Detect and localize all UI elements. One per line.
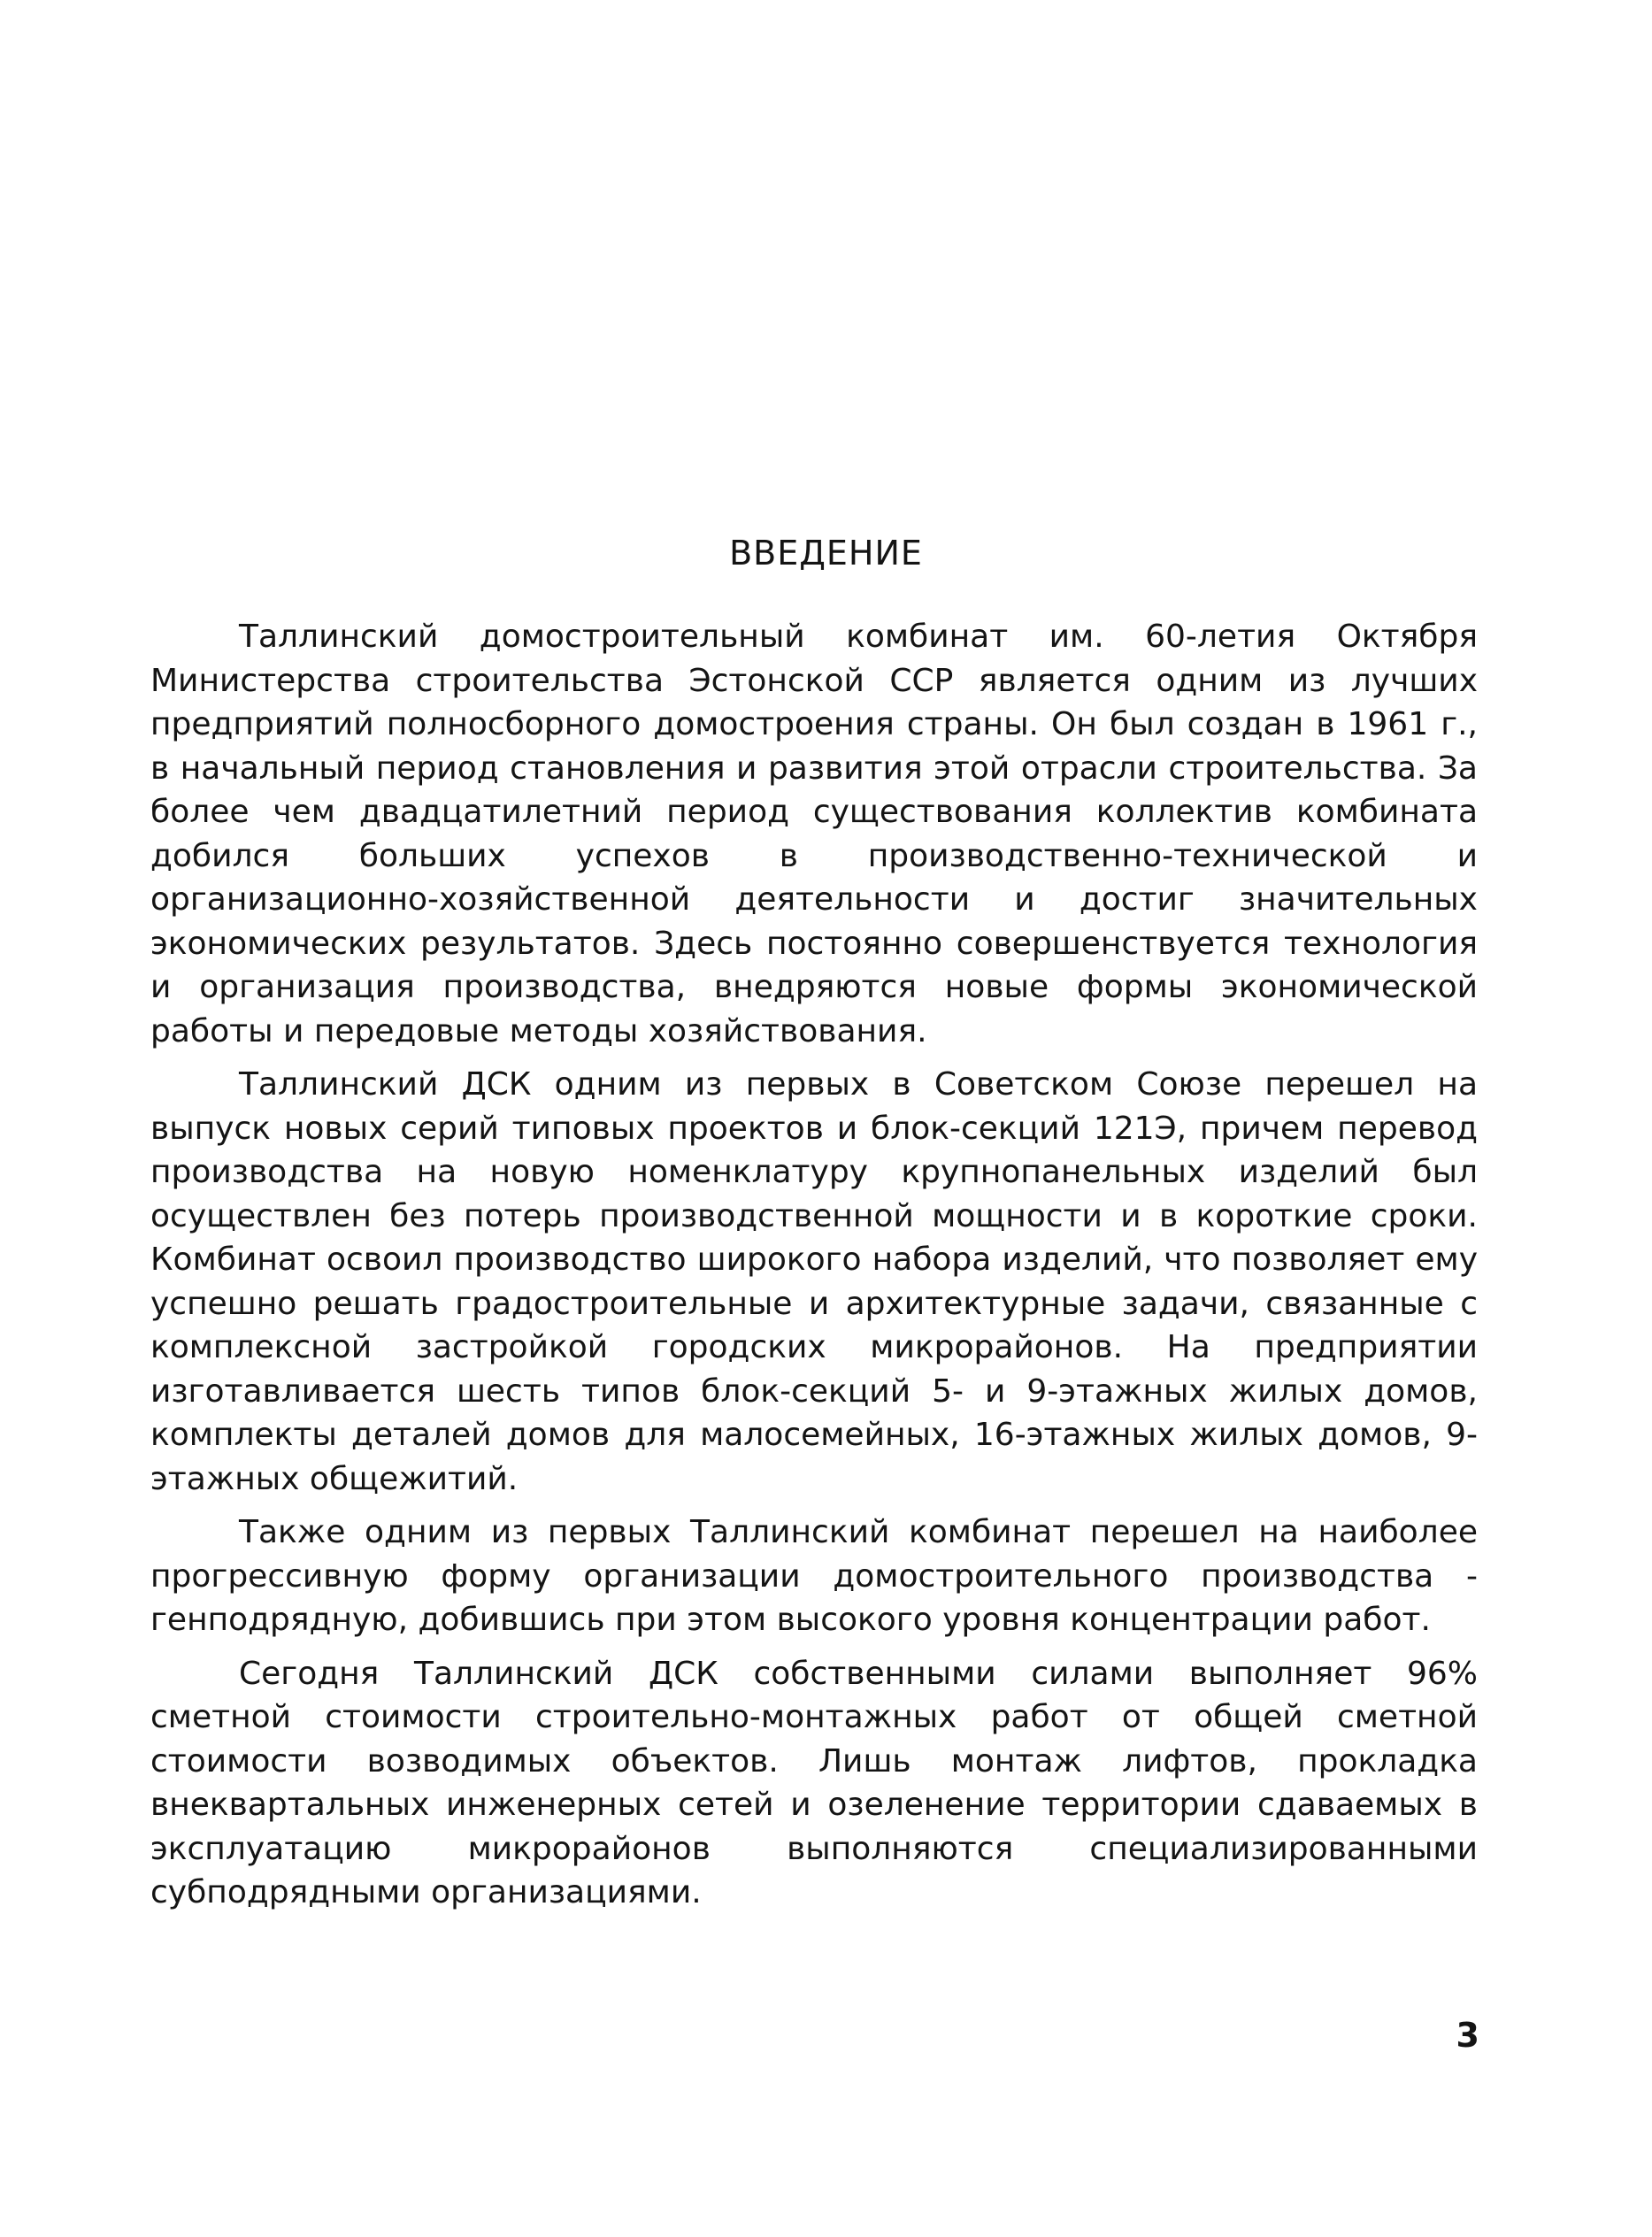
body-text xyxy=(150,615,1478,1925)
paragraph: Сегодня Таллинский ДСК собственными силами выполняет 96% сметной стоимости строительно-монтажных работ от общей сметной стоимости возводимых объектов. Лишь монтаж лифтов, прокладка внеквартальных инженерных сетей и озеленение территории сдаваемых в эксплуатацию микрорайонов выполняются специализированными субподрядными организациями. xyxy=(150,1655,1478,1910)
page-title: ВВЕДЕНИЕ xyxy=(729,534,923,573)
page-number: 3 xyxy=(1456,2016,1479,2055)
paragraph: Таллинский домостроительный комбинат им. 60-летия Октября Министерства строительства Эстонской ССР является одним из лучших предприятий полносборного домостроения страны. Он был создан в 1961 г., в начальный период становления и развития этой отрасли строительства. За более чем двадцатилетний период существования коллектив комбината добился больших успехов в производственно-технической и организационно-хозяйственной деятельности и достиг значительных экономических результатов. Здесь постоянно совершенствуется технология и организация производства, внедряются новые формы экономической работы и передовые методы хозяйствования. xyxy=(150,619,1478,1049)
paragraph: Также одним из первых Таллинский комбинат перешел на наиболее прогрессивную форму организации домостроительного производства - генподрядную, добившись при этом высокого уровня концентрации работ. xyxy=(150,1514,1478,1638)
paragraph: Таллинский ДСК одним из первых в Советском Союзе перешел на выпуск новых серий типовых проектов и блок-секций 121Э, причем перевод производства на новую номенклатуру крупнопанельных изделий был осуществлен без потерь производственной мощности и в короткие сроки. Комбинат освоил производство широкого набора изделий, что позволяет ему успешно решать градостроительные и архитектурные задачи, связанные с комплексной застройкой городских микрорайонов. На предприятии изготавливается шесть типов блок-секций 5- и 9-этажных жилых домов, комплекты деталей домов для малосемейных, 16-этажных жилых домов, 9-этажных общежитий. xyxy=(150,1066,1478,1497)
